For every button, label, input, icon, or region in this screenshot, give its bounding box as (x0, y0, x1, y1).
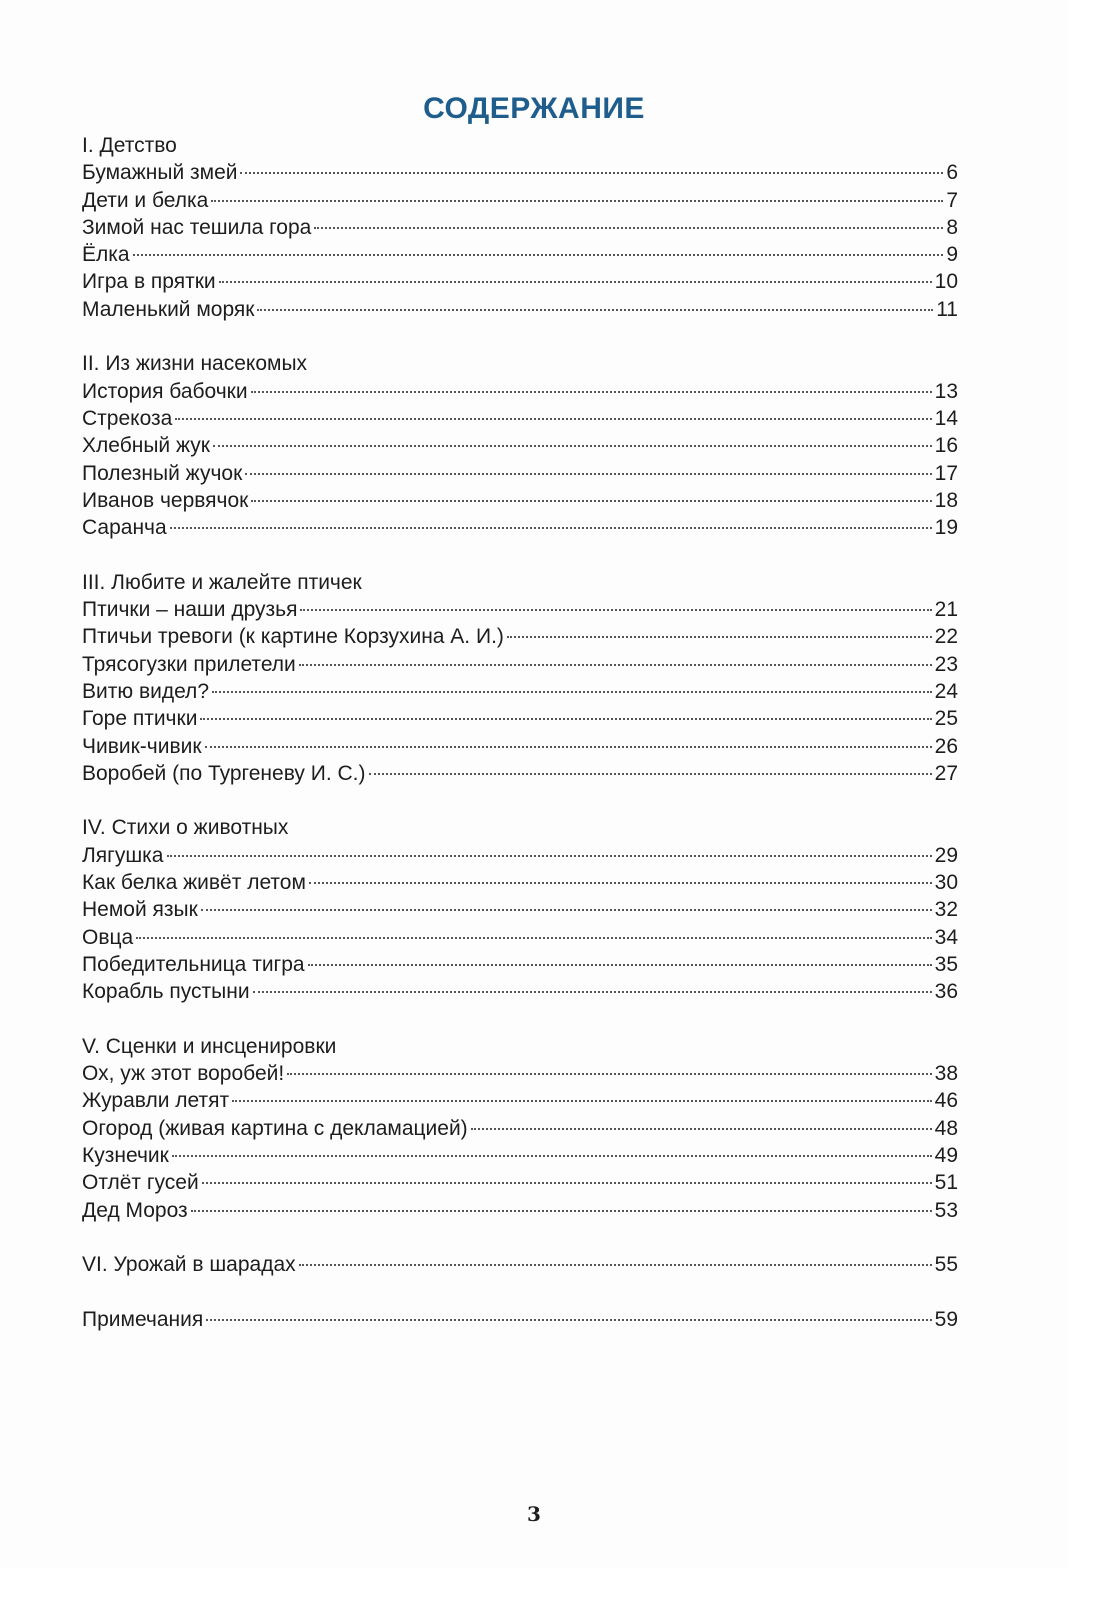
dot-leader (206, 1319, 931, 1321)
toc-entry (82, 623, 958, 650)
toc-entry (82, 651, 958, 678)
entry-page: 9 (946, 243, 958, 267)
entry-title: Зимой нас тешила гора (82, 215, 312, 239)
entry-title: Бумажный змей (82, 161, 238, 185)
toc-entry (82, 214, 958, 241)
spacer (82, 541, 958, 568)
toc-entry (82, 1087, 958, 1114)
entry-page: 19 (934, 516, 958, 540)
entry-title: VI. Урожай в шарадах (82, 1253, 296, 1277)
dot-leader (251, 500, 931, 502)
spacer (82, 323, 958, 350)
entry-page: 46 (934, 1089, 958, 1113)
entry-page: 6 (946, 161, 958, 185)
entry-page: 16 (934, 434, 958, 458)
toc-entry (82, 733, 958, 760)
dot-leader (245, 473, 931, 475)
entry-page: 18 (934, 488, 958, 512)
entry-title: Дед Мороз (82, 1198, 188, 1222)
dot-leader (200, 718, 931, 720)
dot-leader (191, 1210, 932, 1212)
dot-leader (299, 664, 932, 666)
entry-page: 49 (934, 1143, 958, 1167)
dot-leader (219, 281, 932, 283)
entry-page: 13 (934, 379, 958, 403)
dot-leader (257, 309, 933, 311)
dot-leader (471, 1128, 932, 1130)
entry-page: 23 (934, 652, 958, 676)
toc-entry (82, 978, 958, 1005)
page-number: 3 (527, 1502, 541, 1526)
toc-entry (82, 760, 958, 787)
entry-title: Стрекоза (82, 406, 173, 430)
toc-entry (82, 896, 958, 923)
dot-leader (172, 1155, 932, 1157)
toc-entry (82, 1060, 958, 1087)
entry-page: 34 (934, 925, 958, 949)
dot-leader (299, 1264, 932, 1266)
toc-entry (82, 1169, 958, 1196)
section-title: I. Детство (82, 134, 177, 157)
toc-entry (82, 596, 958, 623)
toc-entry (82, 487, 958, 514)
section-title: III. Любите и жалейте птичек (82, 570, 362, 594)
page-title: СОДЕРЖАНИЕ (423, 92, 645, 125)
dot-leader (212, 691, 932, 693)
entry-page: 29 (934, 843, 958, 867)
entry-page: 25 (934, 707, 958, 731)
entry-page: 30 (934, 871, 958, 895)
toc-entry (82, 296, 958, 323)
entry-page: 38 (934, 1062, 958, 1086)
entry-page: 59 (934, 1307, 958, 1331)
entry-title: Дети и белка (82, 188, 209, 212)
entry-page: 53 (934, 1198, 958, 1222)
dot-leader (240, 172, 943, 174)
entry-page: 55 (934, 1253, 958, 1277)
dot-leader (314, 227, 943, 229)
entry-title: Отлёт гусей (82, 1171, 199, 1195)
entry-page: 8 (946, 215, 958, 239)
spacer (82, 1224, 958, 1251)
entry-title: Корабль пустыни (82, 980, 250, 1004)
entry-title: Огород (живая картина с декламацией) (82, 1116, 468, 1140)
entry-page: 51 (934, 1171, 958, 1195)
toc-entry (82, 924, 958, 951)
entry-title: Горе птички (82, 707, 198, 731)
dot-leader (175, 418, 931, 420)
entry-title: Иванов червячок (82, 488, 249, 512)
spacer (82, 1278, 958, 1305)
dot-leader (213, 445, 932, 447)
toc-entry (82, 678, 958, 705)
dot-leader (287, 1073, 931, 1075)
entry-page: 17 (934, 461, 958, 485)
toc-entry (82, 1115, 958, 1142)
entry-page: 26 (934, 734, 958, 758)
entry-title: Как белка живёт летом (82, 871, 306, 895)
toc-entry (82, 842, 958, 869)
entry-page: 32 (934, 898, 958, 922)
section-title: IV. Стихи о животных (82, 816, 289, 840)
dot-leader (251, 391, 932, 393)
table-of-contents (82, 132, 958, 1333)
entry-page: 11 (936, 297, 958, 321)
toc-entry (82, 869, 958, 896)
dot-leader (136, 937, 931, 939)
toc-entry (82, 705, 958, 732)
entry-title: Овца (82, 925, 134, 949)
entry-title: История бабочки (82, 379, 248, 403)
entry-page: 21 (934, 598, 958, 622)
toc-entry (82, 1251, 958, 1278)
dot-leader (201, 909, 932, 911)
dot-leader (202, 1182, 932, 1184)
toc-entry (82, 405, 958, 432)
entry-title: Трясогузки прилетели (82, 652, 296, 676)
entry-title: Ёлка (82, 243, 130, 267)
dot-leader (300, 609, 931, 611)
dot-leader (309, 882, 932, 884)
toc-entry (82, 378, 958, 405)
entry-title: Кузнечик (82, 1143, 169, 1167)
toc-entry (82, 159, 958, 186)
entry-title: Птичьи тревоги (к картине Корзухина А. И.) (82, 625, 504, 649)
dot-leader (133, 254, 944, 256)
dot-leader (232, 1100, 932, 1102)
toc-entry (82, 241, 958, 268)
toc-entry (82, 432, 958, 459)
toc-entry (82, 187, 958, 214)
entry-page: 7 (946, 188, 958, 212)
dot-leader (170, 527, 932, 529)
entry-title: Игра в прятки (82, 270, 216, 294)
entry-title: Примечания (82, 1307, 204, 1331)
entry-title: Витю видел? (82, 679, 209, 703)
entry-page: 14 (934, 406, 958, 430)
entry-title: Победительница тигра (82, 952, 305, 976)
toc-entry (82, 1306, 958, 1333)
dot-leader (253, 991, 932, 993)
section-title: V. Сценки и инсценировки (82, 1034, 337, 1058)
toc-entry (82, 1142, 958, 1169)
entry-page: 35 (934, 952, 958, 976)
spacer (82, 1006, 958, 1033)
dot-leader (167, 855, 932, 857)
entry-title: Немой язык (82, 898, 198, 922)
dot-leader (507, 636, 932, 638)
toc-entry (82, 268, 958, 295)
entry-page: 22 (934, 625, 958, 649)
dot-leader (308, 964, 932, 966)
entry-page: 10 (934, 270, 958, 294)
toc-entry (82, 460, 958, 487)
toc-entry (82, 514, 958, 541)
entry-title: Чивик-чивик (82, 734, 202, 758)
entry-title: Хлебный жук (82, 434, 210, 458)
spacer (82, 787, 958, 814)
entry-page: 27 (934, 761, 958, 785)
entry-page: 48 (934, 1116, 958, 1140)
entry-page: 24 (934, 679, 958, 703)
entry-title: Лягушка (82, 843, 164, 867)
section-title: II. Из жизни насекомых (82, 352, 308, 376)
entry-title: Птички – наши друзья (82, 598, 298, 622)
toc-entry (82, 951, 958, 978)
dot-leader (211, 200, 943, 202)
entry-title: Ох, уж этот воробей! (82, 1062, 285, 1086)
dot-leader (369, 773, 932, 775)
entry-title: Воробей (по Тургеневу И. С.) (82, 761, 366, 785)
entry-title: Журавли летят (82, 1089, 230, 1113)
entry-title: Полезный жучок (82, 461, 243, 485)
dot-leader (205, 746, 932, 748)
entry-title: Маленький моряк (82, 297, 255, 321)
entry-title: Саранча (82, 516, 167, 540)
entry-page: 36 (934, 980, 958, 1004)
toc-entry (82, 1197, 958, 1224)
